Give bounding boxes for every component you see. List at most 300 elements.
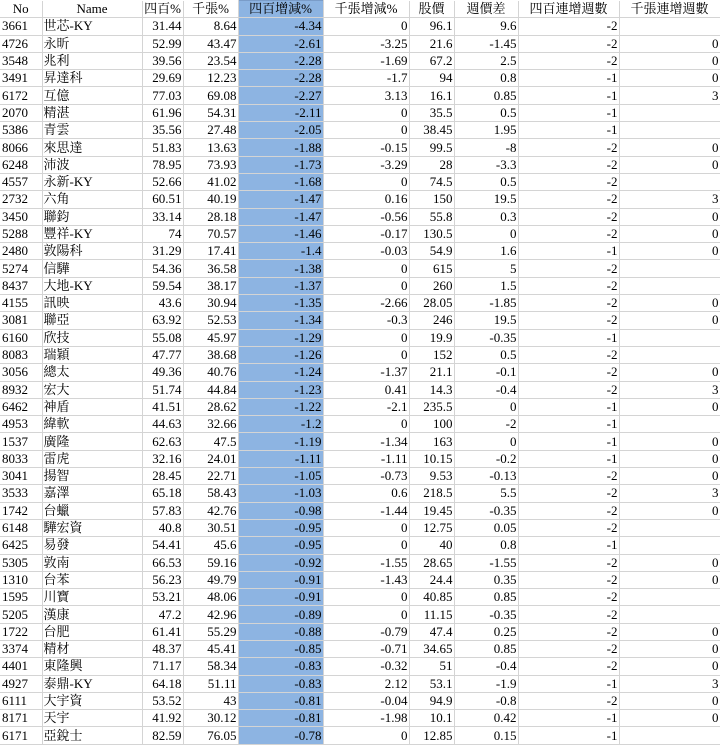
cell-price[interactable]: 150 [409, 191, 454, 208]
cell-weekly-diff[interactable]: 5.5 [454, 485, 518, 502]
cell-1000-pct[interactable]: 42.76 [183, 502, 238, 519]
cell-name[interactable]: 易發 [42, 537, 142, 554]
cell-weekly-diff[interactable]: 0 [454, 433, 518, 450]
cell-400-streak[interactable]: -2 [518, 692, 619, 709]
cell-name[interactable]: 台肥 [42, 623, 142, 640]
cell-400-streak[interactable]: -2 [518, 623, 619, 640]
cell-price[interactable]: 12.85 [409, 727, 454, 744]
cell-name[interactable]: 驊宏資 [42, 519, 142, 536]
cell-400-change-pct[interactable]: -1.37 [238, 277, 323, 294]
cell-400-pct[interactable]: 53.21 [142, 589, 183, 606]
cell-400-change-pct[interactable]: -0.83 [238, 675, 323, 692]
cell-400-change-pct[interactable]: -0.92 [238, 554, 323, 571]
cell-400-pct[interactable]: 29.69 [142, 70, 183, 87]
cell-400-change-pct[interactable]: -4.34 [238, 18, 323, 35]
col-header-400-pct[interactable]: 四百% [142, 1, 183, 18]
cell-1000-pct[interactable]: 45.97 [183, 329, 238, 346]
cell-1000-change-pct[interactable]: -0.04 [323, 692, 409, 709]
cell-name[interactable]: 漢康 [42, 606, 142, 623]
cell-1000-pct[interactable]: 32.66 [183, 416, 238, 433]
cell-400-pct[interactable]: 56.23 [142, 571, 183, 588]
cell-1000-change-pct[interactable]: -3.25 [323, 35, 409, 52]
cell-400-streak[interactable]: -2 [518, 139, 619, 156]
cell-name[interactable]: 瑞穎 [42, 346, 142, 363]
cell-400-streak[interactable]: -1 [518, 675, 619, 692]
col-header-weekly-diff[interactable]: 週價差 [454, 1, 518, 18]
cell-price[interactable]: 96.1 [409, 18, 454, 35]
cell-name[interactable]: 青雲 [42, 122, 142, 139]
cell-price[interactable]: 11.15 [409, 606, 454, 623]
cell-1000-change-pct[interactable]: -1.11 [323, 450, 409, 467]
cell-1000-change-pct[interactable]: -0.3 [323, 312, 409, 329]
cell-400-streak[interactable]: -2 [518, 640, 619, 657]
cell-1000-change-pct[interactable]: -1.7 [323, 70, 409, 87]
col-header-1000-pct[interactable]: 千張% [183, 1, 238, 18]
cell-weekly-diff[interactable]: -1.55 [454, 554, 518, 571]
cell-1000-change-pct[interactable]: 0 [323, 18, 409, 35]
cell-1000-change-pct[interactable]: -3.29 [323, 156, 409, 173]
cell-weekly-diff[interactable]: 0.85 [454, 87, 518, 104]
cell-no[interactable]: 2480 [0, 243, 42, 260]
cell-1000-pct[interactable]: 70.57 [183, 225, 238, 242]
cell-name[interactable]: 泰鼎-KY [42, 675, 142, 692]
cell-no[interactable]: 4155 [0, 295, 42, 312]
cell-price[interactable]: 130.5 [409, 225, 454, 242]
cell-no[interactable]: 4401 [0, 658, 42, 675]
cell-name[interactable]: 永昕 [42, 35, 142, 52]
col-header-400-streak-weeks[interactable]: 四百連增週數 [518, 1, 619, 18]
cell-1000-change-pct[interactable]: 0 [323, 104, 409, 121]
cell-400-change-pct[interactable]: -2.61 [238, 35, 323, 52]
cell-price[interactable]: 218.5 [409, 485, 454, 502]
cell-name[interactable]: 宏大 [42, 381, 142, 398]
cell-no[interactable]: 3056 [0, 364, 42, 381]
cell-no[interactable]: 1742 [0, 502, 42, 519]
cell-price[interactable]: 94.9 [409, 692, 454, 709]
cell-price[interactable]: 152 [409, 346, 454, 363]
cell-price[interactable]: 28.65 [409, 554, 454, 571]
cell-400-streak[interactable]: -1 [518, 450, 619, 467]
cell-1000-change-pct[interactable]: 0.41 [323, 381, 409, 398]
cell-name[interactable]: 天宇 [42, 710, 142, 727]
cell-400-streak[interactable]: -1 [518, 122, 619, 139]
cell-1000-streak[interactable]: 0 [619, 468, 720, 485]
cell-400-pct[interactable]: 41.51 [142, 398, 183, 415]
cell-weekly-diff[interactable]: -1.9 [454, 675, 518, 692]
cell-name[interactable]: 大地-KY [42, 277, 142, 294]
cell-400-streak[interactable]: -2 [518, 277, 619, 294]
cell-price[interactable]: 24.4 [409, 571, 454, 588]
cell-400-change-pct[interactable]: -0.95 [238, 537, 323, 554]
cell-1000-pct[interactable]: 43 [183, 692, 238, 709]
cell-400-change-pct[interactable]: -1.34 [238, 312, 323, 329]
cell-no[interactable]: 3450 [0, 208, 42, 225]
cell-price[interactable]: 260 [409, 277, 454, 294]
cell-1000-change-pct[interactable]: -2.1 [323, 398, 409, 415]
cell-400-streak[interactable]: -2 [518, 658, 619, 675]
cell-400-streak[interactable]: -2 [518, 364, 619, 381]
cell-weekly-diff[interactable]: -0.35 [454, 329, 518, 346]
cell-1000-pct[interactable]: 12.23 [183, 70, 238, 87]
cell-400-change-pct[interactable]: -1.47 [238, 191, 323, 208]
cell-400-change-pct[interactable]: -1.4 [238, 243, 323, 260]
cell-no[interactable]: 4927 [0, 675, 42, 692]
cell-name[interactable]: 訊映 [42, 295, 142, 312]
cell-weekly-diff[interactable]: -3.3 [454, 156, 518, 173]
cell-400-pct[interactable]: 63.92 [142, 312, 183, 329]
cell-400-streak[interactable]: -2 [518, 52, 619, 69]
cell-no[interactable]: 5205 [0, 606, 42, 623]
cell-no[interactable]: 3533 [0, 485, 42, 502]
cell-400-pct[interactable]: 32.16 [142, 450, 183, 467]
cell-weekly-diff[interactable]: -0.4 [454, 381, 518, 398]
cell-weekly-diff[interactable]: -1.85 [454, 295, 518, 312]
cell-400-change-pct[interactable]: -0.83 [238, 658, 323, 675]
cell-1000-streak[interactable]: 0 [619, 433, 720, 450]
cell-1000-change-pct[interactable]: 0 [323, 122, 409, 139]
cell-weekly-diff[interactable]: 1.5 [454, 277, 518, 294]
cell-400-change-pct[interactable]: -0.81 [238, 710, 323, 727]
cell-price[interactable]: 14.3 [409, 381, 454, 398]
cell-weekly-diff[interactable]: -0.2 [454, 450, 518, 467]
cell-400-change-pct[interactable]: -1.2 [238, 416, 323, 433]
col-header-400-change-pct[interactable]: 四百增減% [238, 1, 323, 18]
cell-weekly-diff[interactable]: -2 [454, 416, 518, 433]
cell-1000-pct[interactable]: 51.11 [183, 675, 238, 692]
cell-1000-change-pct[interactable]: 0 [323, 519, 409, 536]
cell-400-pct[interactable]: 51.83 [142, 139, 183, 156]
cell-1000-change-pct[interactable]: 0 [323, 277, 409, 294]
cell-400-change-pct[interactable]: -2.28 [238, 70, 323, 87]
cell-400-pct[interactable]: 59.54 [142, 277, 183, 294]
cell-400-change-pct[interactable]: -0.89 [238, 606, 323, 623]
cell-400-streak[interactable]: -2 [518, 295, 619, 312]
cell-400-change-pct[interactable]: -2.11 [238, 104, 323, 121]
cell-weekly-diff[interactable]: 0.85 [454, 589, 518, 606]
cell-price[interactable]: 28.05 [409, 295, 454, 312]
cell-no[interactable]: 3661 [0, 18, 42, 35]
cell-weekly-diff[interactable]: 0.5 [454, 104, 518, 121]
cell-400-pct[interactable]: 47.77 [142, 346, 183, 363]
cell-400-pct[interactable]: 35.56 [142, 122, 183, 139]
cell-400-change-pct[interactable]: -1.29 [238, 329, 323, 346]
cell-weekly-diff[interactable]: 1.95 [454, 122, 518, 139]
cell-1000-pct[interactable]: 55.29 [183, 623, 238, 640]
cell-weekly-diff[interactable]: 0.05 [454, 519, 518, 536]
cell-1000-streak[interactable] [619, 260, 720, 277]
cell-400-streak[interactable]: -1 [518, 104, 619, 121]
cell-400-streak[interactable]: -2 [518, 18, 619, 35]
cell-1000-pct[interactable]: 17.41 [183, 243, 238, 260]
cell-1000-pct[interactable]: 44.84 [183, 381, 238, 398]
cell-1000-pct[interactable]: 36.58 [183, 260, 238, 277]
cell-1000-pct[interactable]: 40.76 [183, 364, 238, 381]
cell-400-pct[interactable]: 48.37 [142, 640, 183, 657]
cell-name[interactable]: 東隆興 [42, 658, 142, 675]
cell-no[interactable]: 6172 [0, 87, 42, 104]
cell-name[interactable]: 六角 [42, 191, 142, 208]
cell-no[interactable]: 6248 [0, 156, 42, 173]
cell-1000-pct[interactable]: 38.17 [183, 277, 238, 294]
cell-name[interactable]: 精湛 [42, 104, 142, 121]
cell-no[interactable]: 3081 [0, 312, 42, 329]
cell-no[interactable]: 8437 [0, 277, 42, 294]
col-header-price[interactable]: 股價 [409, 1, 454, 18]
cell-name[interactable]: 敦南 [42, 554, 142, 571]
cell-1000-pct[interactable]: 41.02 [183, 173, 238, 190]
cell-weekly-diff[interactable]: -0.35 [454, 502, 518, 519]
cell-price[interactable]: 47.4 [409, 623, 454, 640]
cell-weekly-diff[interactable]: 0.85 [454, 640, 518, 657]
cell-no[interactable]: 8932 [0, 381, 42, 398]
cell-400-change-pct[interactable]: -1.68 [238, 173, 323, 190]
cell-1000-streak[interactable] [619, 18, 720, 35]
cell-price[interactable]: 10.1 [409, 710, 454, 727]
cell-1000-streak[interactable]: 3 [619, 675, 720, 692]
cell-price[interactable]: 35.5 [409, 104, 454, 121]
cell-1000-pct[interactable]: 8.64 [183, 18, 238, 35]
cell-1000-change-pct[interactable]: -1.44 [323, 502, 409, 519]
cell-1000-change-pct[interactable]: 0 [323, 416, 409, 433]
cell-400-streak[interactable]: -2 [518, 554, 619, 571]
cell-1000-change-pct[interactable]: -1.69 [323, 52, 409, 69]
cell-1000-pct[interactable]: 58.34 [183, 658, 238, 675]
cell-name[interactable]: 聯鈞 [42, 208, 142, 225]
cell-1000-pct[interactable]: 69.08 [183, 87, 238, 104]
cell-1000-pct[interactable]: 38.68 [183, 346, 238, 363]
cell-no[interactable]: 3548 [0, 52, 42, 69]
cell-1000-streak[interactable]: 0 [619, 710, 720, 727]
cell-1000-pct[interactable]: 42.96 [183, 606, 238, 623]
cell-1000-change-pct[interactable]: -1.37 [323, 364, 409, 381]
cell-price[interactable]: 615 [409, 260, 454, 277]
cell-400-change-pct[interactable]: -0.98 [238, 502, 323, 519]
cell-1000-pct[interactable]: 30.51 [183, 519, 238, 536]
cell-400-pct[interactable]: 57.83 [142, 502, 183, 519]
cell-400-pct[interactable]: 33.14 [142, 208, 183, 225]
cell-400-change-pct[interactable]: -1.46 [238, 225, 323, 242]
cell-name[interactable]: 欣技 [42, 329, 142, 346]
cell-weekly-diff[interactable]: 0.8 [454, 537, 518, 554]
col-header-name[interactable]: Name [42, 1, 142, 18]
cell-weekly-diff[interactable]: 0.25 [454, 623, 518, 640]
cell-1000-pct[interactable]: 58.43 [183, 485, 238, 502]
cell-1000-streak[interactable] [619, 104, 720, 121]
cell-no[interactable]: 8171 [0, 710, 42, 727]
cell-1000-change-pct[interactable]: 0 [323, 329, 409, 346]
cell-name[interactable]: 聯亞 [42, 312, 142, 329]
cell-400-pct[interactable]: 61.96 [142, 104, 183, 121]
cell-weekly-diff[interactable]: 0.8 [454, 70, 518, 87]
cell-1000-pct[interactable]: 48.06 [183, 589, 238, 606]
cell-400-streak[interactable]: -2 [518, 312, 619, 329]
cell-1000-pct[interactable]: 73.93 [183, 156, 238, 173]
cell-name[interactable]: 緯軟 [42, 416, 142, 433]
cell-1000-streak[interactable]: 0 [619, 156, 720, 173]
cell-no[interactable]: 3041 [0, 468, 42, 485]
cell-weekly-diff[interactable]: 0.5 [454, 346, 518, 363]
cell-1000-change-pct[interactable]: -1.34 [323, 433, 409, 450]
cell-1000-pct[interactable]: 30.94 [183, 295, 238, 312]
cell-1000-streak[interactable]: 0 [619, 243, 720, 260]
cell-400-change-pct[interactable]: -2.27 [238, 87, 323, 104]
cell-no[interactable]: 6171 [0, 727, 42, 744]
cell-name[interactable]: 敦陽科 [42, 243, 142, 260]
cell-price[interactable]: 34.65 [409, 640, 454, 657]
cell-1000-streak[interactable]: 0 [619, 623, 720, 640]
cell-price[interactable]: 21.6 [409, 35, 454, 52]
cell-1000-streak[interactable]: 0 [619, 295, 720, 312]
cell-price[interactable]: 40 [409, 537, 454, 554]
col-header-1000-streak-weeks[interactable]: 千張連增週數 [619, 1, 720, 18]
cell-400-streak[interactable]: -2 [518, 502, 619, 519]
cell-400-streak[interactable]: -1 [518, 70, 619, 87]
cell-name[interactable]: 揚智 [42, 468, 142, 485]
cell-400-streak[interactable]: -2 [518, 191, 619, 208]
cell-no[interactable]: 1595 [0, 589, 42, 606]
cell-400-change-pct[interactable]: -0.95 [238, 519, 323, 536]
cell-400-change-pct[interactable]: -1.22 [238, 398, 323, 415]
cell-1000-streak[interactable]: 0 [619, 225, 720, 242]
cell-400-pct[interactable]: 61.41 [142, 623, 183, 640]
cell-400-change-pct[interactable]: -1.19 [238, 433, 323, 450]
cell-1000-streak[interactable]: 0 [619, 571, 720, 588]
cell-1000-streak[interactable]: 0 [619, 364, 720, 381]
cell-400-streak[interactable]: -2 [518, 208, 619, 225]
cell-price[interactable]: 94 [409, 70, 454, 87]
cell-400-streak[interactable]: -2 [518, 225, 619, 242]
cell-400-pct[interactable]: 66.53 [142, 554, 183, 571]
cell-no[interactable]: 1722 [0, 623, 42, 640]
cell-name[interactable]: 信驊 [42, 260, 142, 277]
cell-weekly-diff[interactable]: 5 [454, 260, 518, 277]
cell-1000-change-pct[interactable]: 0 [323, 260, 409, 277]
cell-400-change-pct[interactable]: -1.11 [238, 450, 323, 467]
cell-1000-pct[interactable]: 76.05 [183, 727, 238, 744]
cell-1000-pct[interactable]: 22.71 [183, 468, 238, 485]
cell-1000-streak[interactable] [619, 519, 720, 536]
cell-400-change-pct[interactable]: -1.26 [238, 346, 323, 363]
cell-name[interactable]: 台蠟 [42, 502, 142, 519]
cell-no[interactable]: 5386 [0, 122, 42, 139]
cell-1000-change-pct[interactable]: -0.15 [323, 139, 409, 156]
cell-400-pct[interactable]: 39.56 [142, 52, 183, 69]
cell-no[interactable]: 6425 [0, 537, 42, 554]
cell-400-streak[interactable]: -2 [518, 35, 619, 52]
cell-price[interactable]: 74.5 [409, 173, 454, 190]
cell-400-change-pct[interactable]: -0.85 [238, 640, 323, 657]
cell-1000-pct[interactable]: 30.12 [183, 710, 238, 727]
cell-price[interactable]: 28 [409, 156, 454, 173]
cell-400-pct[interactable]: 54.36 [142, 260, 183, 277]
cell-price[interactable]: 10.15 [409, 450, 454, 467]
cell-1000-change-pct[interactable]: 0 [323, 346, 409, 363]
cell-weekly-diff[interactable]: -8 [454, 139, 518, 156]
cell-price[interactable]: 21.1 [409, 364, 454, 381]
cell-price[interactable]: 9.53 [409, 468, 454, 485]
cell-1000-change-pct[interactable]: 3.13 [323, 87, 409, 104]
cell-1000-streak[interactable] [619, 277, 720, 294]
cell-1000-streak[interactable]: 3 [619, 191, 720, 208]
cell-400-change-pct[interactable]: -1.47 [238, 208, 323, 225]
cell-400-streak[interactable]: -2 [518, 519, 619, 536]
cell-weekly-diff[interactable]: 0.15 [454, 727, 518, 744]
cell-1000-change-pct[interactable]: -0.03 [323, 243, 409, 260]
cell-weekly-diff[interactable]: -0.1 [454, 364, 518, 381]
cell-400-pct[interactable]: 55.08 [142, 329, 183, 346]
cell-400-pct[interactable]: 47.2 [142, 606, 183, 623]
cell-1000-change-pct[interactable]: 2.12 [323, 675, 409, 692]
cell-1000-pct[interactable]: 47.5 [183, 433, 238, 450]
cell-1000-change-pct[interactable]: 0 [323, 173, 409, 190]
cell-400-pct[interactable]: 52.66 [142, 173, 183, 190]
cell-name[interactable]: 兆利 [42, 52, 142, 69]
cell-1000-pct[interactable]: 28.62 [183, 398, 238, 415]
cell-name[interactable]: 精材 [42, 640, 142, 657]
cell-400-change-pct[interactable]: -0.91 [238, 571, 323, 588]
cell-name[interactable]: 昇達科 [42, 70, 142, 87]
cell-1000-streak[interactable]: 0 [619, 139, 720, 156]
cell-no[interactable]: 3374 [0, 640, 42, 657]
cell-1000-change-pct[interactable]: -1.43 [323, 571, 409, 588]
cell-no[interactable]: 6111 [0, 692, 42, 709]
cell-400-change-pct[interactable]: -1.03 [238, 485, 323, 502]
cell-price[interactable]: 16.1 [409, 87, 454, 104]
cell-name[interactable]: 台苯 [42, 571, 142, 588]
cell-1000-pct[interactable]: 23.54 [183, 52, 238, 69]
cell-400-pct[interactable]: 64.18 [142, 675, 183, 692]
cell-1000-streak[interactable]: 0 [619, 35, 720, 52]
cell-1000-streak[interactable]: 0 [619, 450, 720, 467]
cell-name[interactable]: 亞銳士 [42, 727, 142, 744]
cell-name[interactable]: 永新-KY [42, 173, 142, 190]
cell-weekly-diff[interactable]: -0.35 [454, 606, 518, 623]
cell-400-pct[interactable]: 74 [142, 225, 183, 242]
cell-no[interactable]: 5274 [0, 260, 42, 277]
cell-name[interactable]: 沛波 [42, 156, 142, 173]
cell-no[interactable]: 1537 [0, 433, 42, 450]
cell-1000-change-pct[interactable]: 0.6 [323, 485, 409, 502]
cell-400-pct[interactable]: 40.8 [142, 519, 183, 536]
cell-400-streak[interactable]: -1 [518, 710, 619, 727]
cell-weekly-diff[interactable]: 0 [454, 398, 518, 415]
cell-400-streak[interactable]: -1 [518, 537, 619, 554]
cell-1000-streak[interactable] [619, 329, 720, 346]
cell-400-streak[interactable]: -2 [518, 468, 619, 485]
cell-400-pct[interactable]: 77.03 [142, 87, 183, 104]
cell-name[interactable]: 豐祥-KY [42, 225, 142, 242]
cell-price[interactable]: 163 [409, 433, 454, 450]
cell-1000-streak[interactable] [619, 122, 720, 139]
cell-no[interactable]: 8066 [0, 139, 42, 156]
cell-400-streak[interactable]: -1 [518, 727, 619, 744]
cell-400-streak[interactable]: -1 [518, 416, 619, 433]
cell-1000-change-pct[interactable]: 0 [323, 537, 409, 554]
cell-400-pct[interactable]: 41.92 [142, 710, 183, 727]
cell-no[interactable]: 8083 [0, 346, 42, 363]
cell-400-pct[interactable]: 44.63 [142, 416, 183, 433]
cell-no[interactable]: 6160 [0, 329, 42, 346]
cell-1000-change-pct[interactable]: -0.17 [323, 225, 409, 242]
cell-1000-streak[interactable]: 0 [619, 398, 720, 415]
cell-price[interactable]: 38.45 [409, 122, 454, 139]
cell-price[interactable]: 55.8 [409, 208, 454, 225]
cell-no[interactable]: 5288 [0, 225, 42, 242]
cell-400-change-pct[interactable]: -1.88 [238, 139, 323, 156]
cell-weekly-diff[interactable]: -0.13 [454, 468, 518, 485]
cell-400-change-pct[interactable]: -1.73 [238, 156, 323, 173]
cell-400-change-pct[interactable]: -0.81 [238, 692, 323, 709]
